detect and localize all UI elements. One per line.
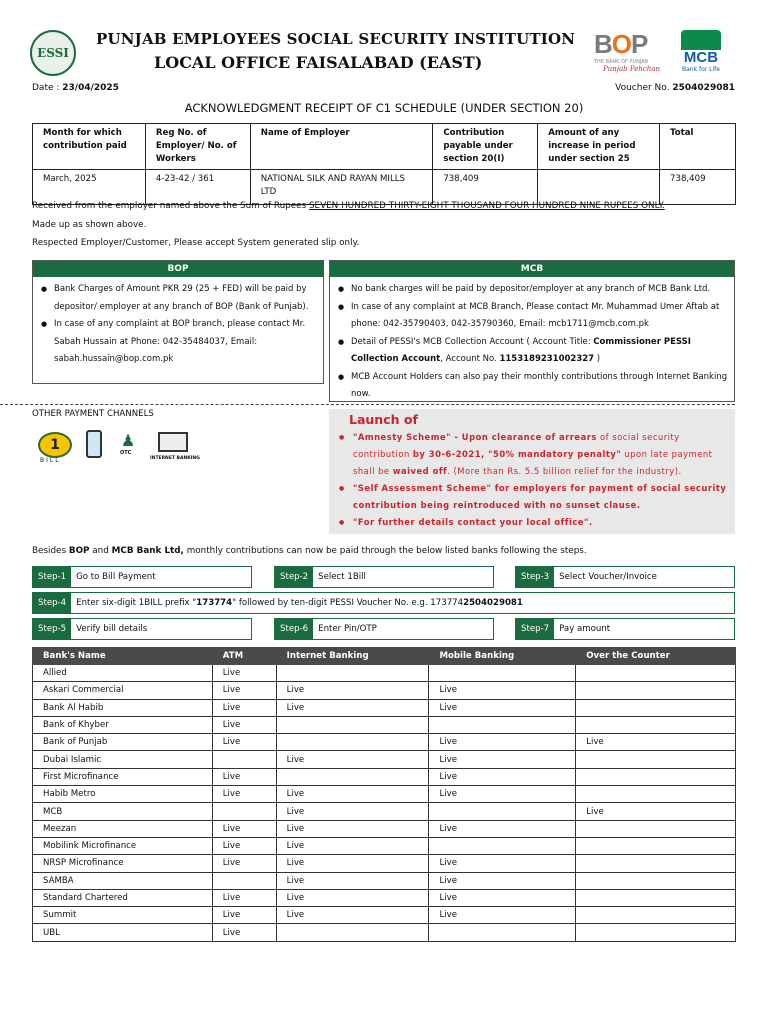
c1-header-contribution: Contribution payable under section 20(I) <box>433 124 538 170</box>
banks-header-otc: Over the Counter <box>576 648 736 665</box>
cell-over-the-counter <box>576 786 736 803</box>
cell-over-the-counter <box>576 872 736 889</box>
table-row <box>33 889 736 906</box>
mcb-account-prefix: Detail of PESSI's MCB Collection Account ( Account Title: <box>351 336 594 347</box>
c1-header-month: Month for which contribution paid <box>33 124 146 170</box>
cell-atm <box>212 803 276 820</box>
1bill-label: BILL <box>40 457 61 464</box>
cell-internet-banking: Live <box>276 751 429 768</box>
banks-header-atm: ATM <box>212 648 276 665</box>
cell-internet-banking: Live <box>276 907 429 924</box>
c1-cell-reg: 4-23-42 / 361 <box>145 170 250 205</box>
cell-bank-name: Bank of Khyber <box>33 716 213 733</box>
cell-atm: Live <box>212 924 276 941</box>
table-row <box>33 716 736 733</box>
mcb-account-title: Commissioner PESSI Collection Account <box>351 336 691 364</box>
mcb-logo-tagline: Bank for Life <box>682 66 720 73</box>
mcb-info-list <box>330 277 734 404</box>
banks-header-row <box>33 648 736 665</box>
banks-header-name: Bank's Name <box>33 648 213 665</box>
cell-atm: Live <box>212 907 276 924</box>
institution-title: PUNJAB EMPLOYEES SOCIAL SECURITY INSTITUTION <box>96 30 576 48</box>
launch-announcement <box>329 409 735 534</box>
cell-internet-banking: Live <box>276 786 429 803</box>
bop-logo-tagline: Punjab Pehchan <box>603 65 660 73</box>
cell-mobile-banking: Live <box>429 682 576 699</box>
cell-over-the-counter <box>576 907 736 924</box>
essi-logo <box>30 30 76 76</box>
step-text: Pay amount <box>559 624 611 634</box>
bop-info-item: ● Bank Charges of Amount PKR 29 (25 + FED) will be paid by depositor/ employer at any branch of BOP (Bank of Punjab). <box>41 281 317 316</box>
cell-internet-banking: Live <box>276 837 429 854</box>
cell-atm <box>212 751 276 768</box>
cell-atm: Live <box>212 699 276 716</box>
cell-over-the-counter: Live <box>576 734 736 751</box>
date-label: Date : <box>32 83 60 93</box>
step4-prefix: 173774 <box>196 598 233 608</box>
cell-internet-banking <box>276 768 429 785</box>
mcb-logo-text: MCB <box>683 49 719 66</box>
cell-atm: Live <box>212 889 276 906</box>
table-row <box>33 872 736 889</box>
table-row <box>33 734 736 751</box>
banks-table <box>32 647 736 942</box>
step-number: Step-4 <box>33 593 71 613</box>
c1-cell-increase <box>538 170 660 205</box>
besides-p2: and <box>89 546 112 556</box>
c1-cell-employer: NATIONAL SILK AND RAYAN MILLS LTD <box>250 170 433 205</box>
mcb-info-box <box>329 260 735 402</box>
launch-amnesty-4: upon late payment shall be <box>353 449 713 476</box>
launch-item-self-assessment <box>337 480 727 514</box>
launch-amnesty-5: waived off <box>392 466 448 476</box>
cell-internet-banking: Live <box>276 872 429 889</box>
table-row <box>33 907 736 924</box>
cell-over-the-counter <box>576 665 736 682</box>
bop-info-box <box>32 260 324 384</box>
step-number: Step-5 <box>33 619 71 639</box>
cell-internet-banking <box>276 716 429 733</box>
table-row <box>33 837 736 854</box>
acknowledgment-title: ACKNOWLEDGMENT RECEIPT OF C1 SCHEDULE (UNDER SECTION 20) <box>184 101 584 115</box>
voucher-number: 2504029081 <box>672 83 735 93</box>
step-3 <box>515 566 735 588</box>
c1-cell-contribution: 738,409 <box>433 170 538 205</box>
cell-bank-name: First Microfinance <box>33 768 213 785</box>
mcb-info-item: ● No bank charges will be paid by depositor/employer at any branch of MCB Bank Ltd. <box>338 281 728 299</box>
cell-atm: Live <box>212 786 276 803</box>
mcb-account-number: 1153189231002327 <box>499 354 595 364</box>
table-row <box>33 820 736 837</box>
cell-internet-banking: Live <box>276 803 429 820</box>
c1-header-increase: Amount of any increase in period under section 25 <box>538 124 660 170</box>
cell-internet-banking: Live <box>276 889 429 906</box>
c1-data-row <box>33 170 736 205</box>
cell-mobile-banking <box>429 803 576 820</box>
date-line <box>32 83 119 93</box>
office-title: LOCAL OFFICE FAISALABAD (EAST) <box>154 53 483 72</box>
cell-bank-name: Summit <box>33 907 213 924</box>
c1-header-employer: Name of Employer <box>250 124 433 170</box>
launch-item-amnesty <box>337 429 727 480</box>
step-text: Select Voucher/Invoice <box>559 572 657 582</box>
cell-over-the-counter <box>576 924 736 941</box>
cell-over-the-counter <box>576 716 736 733</box>
cell-mobile-banking: Live <box>429 820 576 837</box>
internet-banking-label: INTERNET BANKING <box>150 456 200 461</box>
mcb-logo <box>677 30 725 78</box>
cell-bank-name: Allied <box>33 665 213 682</box>
step-text: Go to Bill Payment <box>76 572 156 582</box>
cell-mobile-banking: Live <box>429 872 576 889</box>
1bill-icon: 1 <box>38 432 72 458</box>
table-row <box>33 768 736 785</box>
cell-mobile-banking: Live <box>429 734 576 751</box>
launch-amnesty-1: "Amnesty Scheme" - Upon clearance of arrears <box>353 432 597 442</box>
cell-mobile-banking <box>429 716 576 733</box>
cell-internet-banking <box>276 665 429 682</box>
otc-label: OTC <box>120 450 132 456</box>
step-7 <box>515 618 735 640</box>
step-number: Step-1 <box>33 567 71 587</box>
c1-cell-month: March, 2025 <box>33 170 146 205</box>
dashed-divider <box>0 404 735 405</box>
cell-atm: Live <box>212 820 276 837</box>
cell-atm: Live <box>212 768 276 785</box>
cell-mobile-banking: Live <box>429 699 576 716</box>
bop-logo-sub: THE BANK OF PUNJAB <box>594 59 649 65</box>
besides-text <box>32 546 587 556</box>
cell-over-the-counter <box>576 699 736 716</box>
launch-list <box>337 429 727 531</box>
received-statement <box>32 201 665 211</box>
mobile-phone-icon <box>86 430 102 458</box>
cell-internet-banking: Live <box>276 682 429 699</box>
cell-internet-banking: Live <box>276 699 429 716</box>
c1-header-row <box>33 124 736 170</box>
voucher-line <box>615 83 735 93</box>
payment-channel-icons <box>38 430 208 466</box>
step-4 <box>32 592 735 614</box>
cell-bank-name: Askari Commercial <box>33 682 213 699</box>
bop-info-list <box>33 277 323 369</box>
bop-logo-text: BOP <box>594 29 648 59</box>
table-row <box>33 682 736 699</box>
c1-header-total: Total <box>660 124 736 170</box>
cell-internet-banking <box>276 924 429 941</box>
cell-bank-name: Dubai Islamic <box>33 751 213 768</box>
mcb-info-item: ● MCB Account Holders can also pay their monthly contributions through Internet Banking now. <box>338 369 728 404</box>
mcb-logo-mark <box>681 30 721 50</box>
mcb-box-heading: MCB <box>330 261 734 277</box>
step-text <box>71 598 523 608</box>
cell-mobile-banking <box>429 924 576 941</box>
cell-over-the-counter <box>576 889 736 906</box>
cell-bank-name: Habib Metro <box>33 786 213 803</box>
amount-in-words: SEVEN HUNDRED THIRTY-EIGHT THOUSAND FOUR HUNDRED NINE RUPEES ONLY. <box>308 201 665 211</box>
launch-amnesty-3: by 30-6-2021, "50% mandatory penalty" <box>412 449 622 459</box>
cell-bank-name: Bank of Punjab <box>33 734 213 751</box>
besides-bop: BOP <box>68 546 90 556</box>
cell-over-the-counter <box>576 837 736 854</box>
c1-header-reg: Reg No. of Employer/ No. of Workers <box>145 124 250 170</box>
cell-internet-banking <box>276 734 429 751</box>
cell-mobile-banking: Live <box>429 889 576 906</box>
cell-atm <box>212 872 276 889</box>
cell-atm: Live <box>212 855 276 872</box>
mcb-info-item <box>338 334 728 369</box>
table-row <box>33 786 736 803</box>
received-prefix: Received from the employer named above the Sum of Rupees <box>32 201 309 211</box>
table-row <box>33 665 736 682</box>
c1-cell-total: 738,409 <box>660 170 736 205</box>
cell-bank-name: Meezan <box>33 820 213 837</box>
step-text: Verify bill details <box>76 624 148 634</box>
bop-box-heading: BOP <box>33 261 323 277</box>
cell-atm: Live <box>212 716 276 733</box>
besides-p3: monthly contributions can now be paid through the below listed banks following the steps. <box>183 546 587 556</box>
made-up-text: Made up as shown above. <box>32 220 147 230</box>
essi-logo-text: ESSI <box>37 46 69 60</box>
table-row <box>33 751 736 768</box>
cell-over-the-counter: Live <box>576 803 736 820</box>
cell-over-the-counter <box>576 855 736 872</box>
respected-text: Respected Employer/Customer, Please accept System generated slip only. <box>32 238 360 248</box>
step-text: Select 1Bill <box>318 572 366 582</box>
step-text: Enter Pin/OTP <box>318 624 377 634</box>
step4-voucher: 2504029081 <box>463 598 523 608</box>
cell-internet-banking: Live <box>276 820 429 837</box>
internet-banking-icon <box>158 432 188 452</box>
cell-bank-name: MCB <box>33 803 213 820</box>
c1-schedule-table <box>32 123 736 205</box>
cell-bank-name: SAMBA <box>33 872 213 889</box>
banks-header-mobile: Mobile Banking <box>429 648 576 665</box>
step-number: Step-2 <box>275 567 313 587</box>
launch-self-assessment-text: "Self Assessment Scheme" for employers for payment of social security contribution being reintroduced with no sunset clause. <box>353 483 727 510</box>
step-5 <box>32 618 252 640</box>
step-2 <box>274 566 494 588</box>
cell-bank-name: UBL <box>33 924 213 941</box>
cell-mobile-banking: Live <box>429 907 576 924</box>
cell-mobile-banking: Live <box>429 751 576 768</box>
other-payment-channels-title: OTHER PAYMENT CHANNELS <box>32 409 154 419</box>
bop-info-item: ● In case of any complaint at BOP branch, please contact Mr. Sabah Hussain at Phone: 042-35484037, Email: sabah.hussain@bop.com.pk <box>41 316 317 369</box>
table-row <box>33 924 736 941</box>
step4-t3: " followed by ten-digit PESSI Voucher No. e.g. 173774 <box>232 598 464 608</box>
step-number: Step-7 <box>516 619 554 639</box>
mcb-account-mid: , Account No. <box>440 354 500 364</box>
cell-atm: Live <box>212 734 276 751</box>
launch-amnesty-2: of social security contribution <box>353 432 680 459</box>
cell-bank-name: Standard Chartered <box>33 889 213 906</box>
besides-p1: Besides <box>32 546 69 556</box>
cell-over-the-counter <box>576 768 736 785</box>
cell-mobile-banking: Live <box>429 855 576 872</box>
cell-internet-banking: Live <box>276 855 429 872</box>
cell-bank-name: NRSP Microfinance <box>33 855 213 872</box>
cell-atm: Live <box>212 837 276 854</box>
mcb-info-item: ● In case of any complaint at MCB Branch, Please contact Mr. Muhammad Umer Aftab at phone: 042-35790403, 042-35790360, Email: mcb1711@mcb.com.pk <box>338 299 728 334</box>
cell-mobile-banking: Live <box>429 786 576 803</box>
cell-mobile-banking <box>429 837 576 854</box>
cell-over-the-counter <box>576 751 736 768</box>
mcb-account-suffix: ) <box>594 354 601 364</box>
date-value: 23/04/2025 <box>62 83 119 93</box>
table-row <box>33 803 736 820</box>
voucher-label: Voucher No. <box>615 83 670 93</box>
table-row <box>33 855 736 872</box>
cell-mobile-banking: Live <box>429 768 576 785</box>
document-header <box>0 0 768 80</box>
step-1 <box>32 566 252 588</box>
banks-header-internet: Internet Banking <box>276 648 429 665</box>
besides-mcb: MCB Bank Ltd, <box>111 546 184 556</box>
launch-item-contact <box>337 514 727 531</box>
banks-table-body <box>33 665 736 942</box>
step-number: Step-6 <box>275 619 313 639</box>
table-row <box>33 699 736 716</box>
cell-bank-name: Mobilink Microfinance <box>33 837 213 854</box>
bop-logo <box>594 30 660 80</box>
step4-t1: Enter six-digit 1BILL prefix " <box>76 598 197 608</box>
cell-atm: Live <box>212 682 276 699</box>
launch-amnesty-6: . (More than Rs. 5.5 billion relief for the industry). <box>447 466 682 476</box>
cell-over-the-counter <box>576 682 736 699</box>
cell-mobile-banking <box>429 665 576 682</box>
cell-atm: Live <box>212 665 276 682</box>
otc-icon: ♟ <box>120 431 136 450</box>
cell-bank-name: Bank Al Habib <box>33 699 213 716</box>
cell-over-the-counter <box>576 820 736 837</box>
launch-contact-text: "For further details contact your local office". <box>353 517 593 527</box>
step-6 <box>274 618 494 640</box>
step-number: Step-3 <box>516 567 554 587</box>
launch-title: Launch of <box>349 412 418 427</box>
